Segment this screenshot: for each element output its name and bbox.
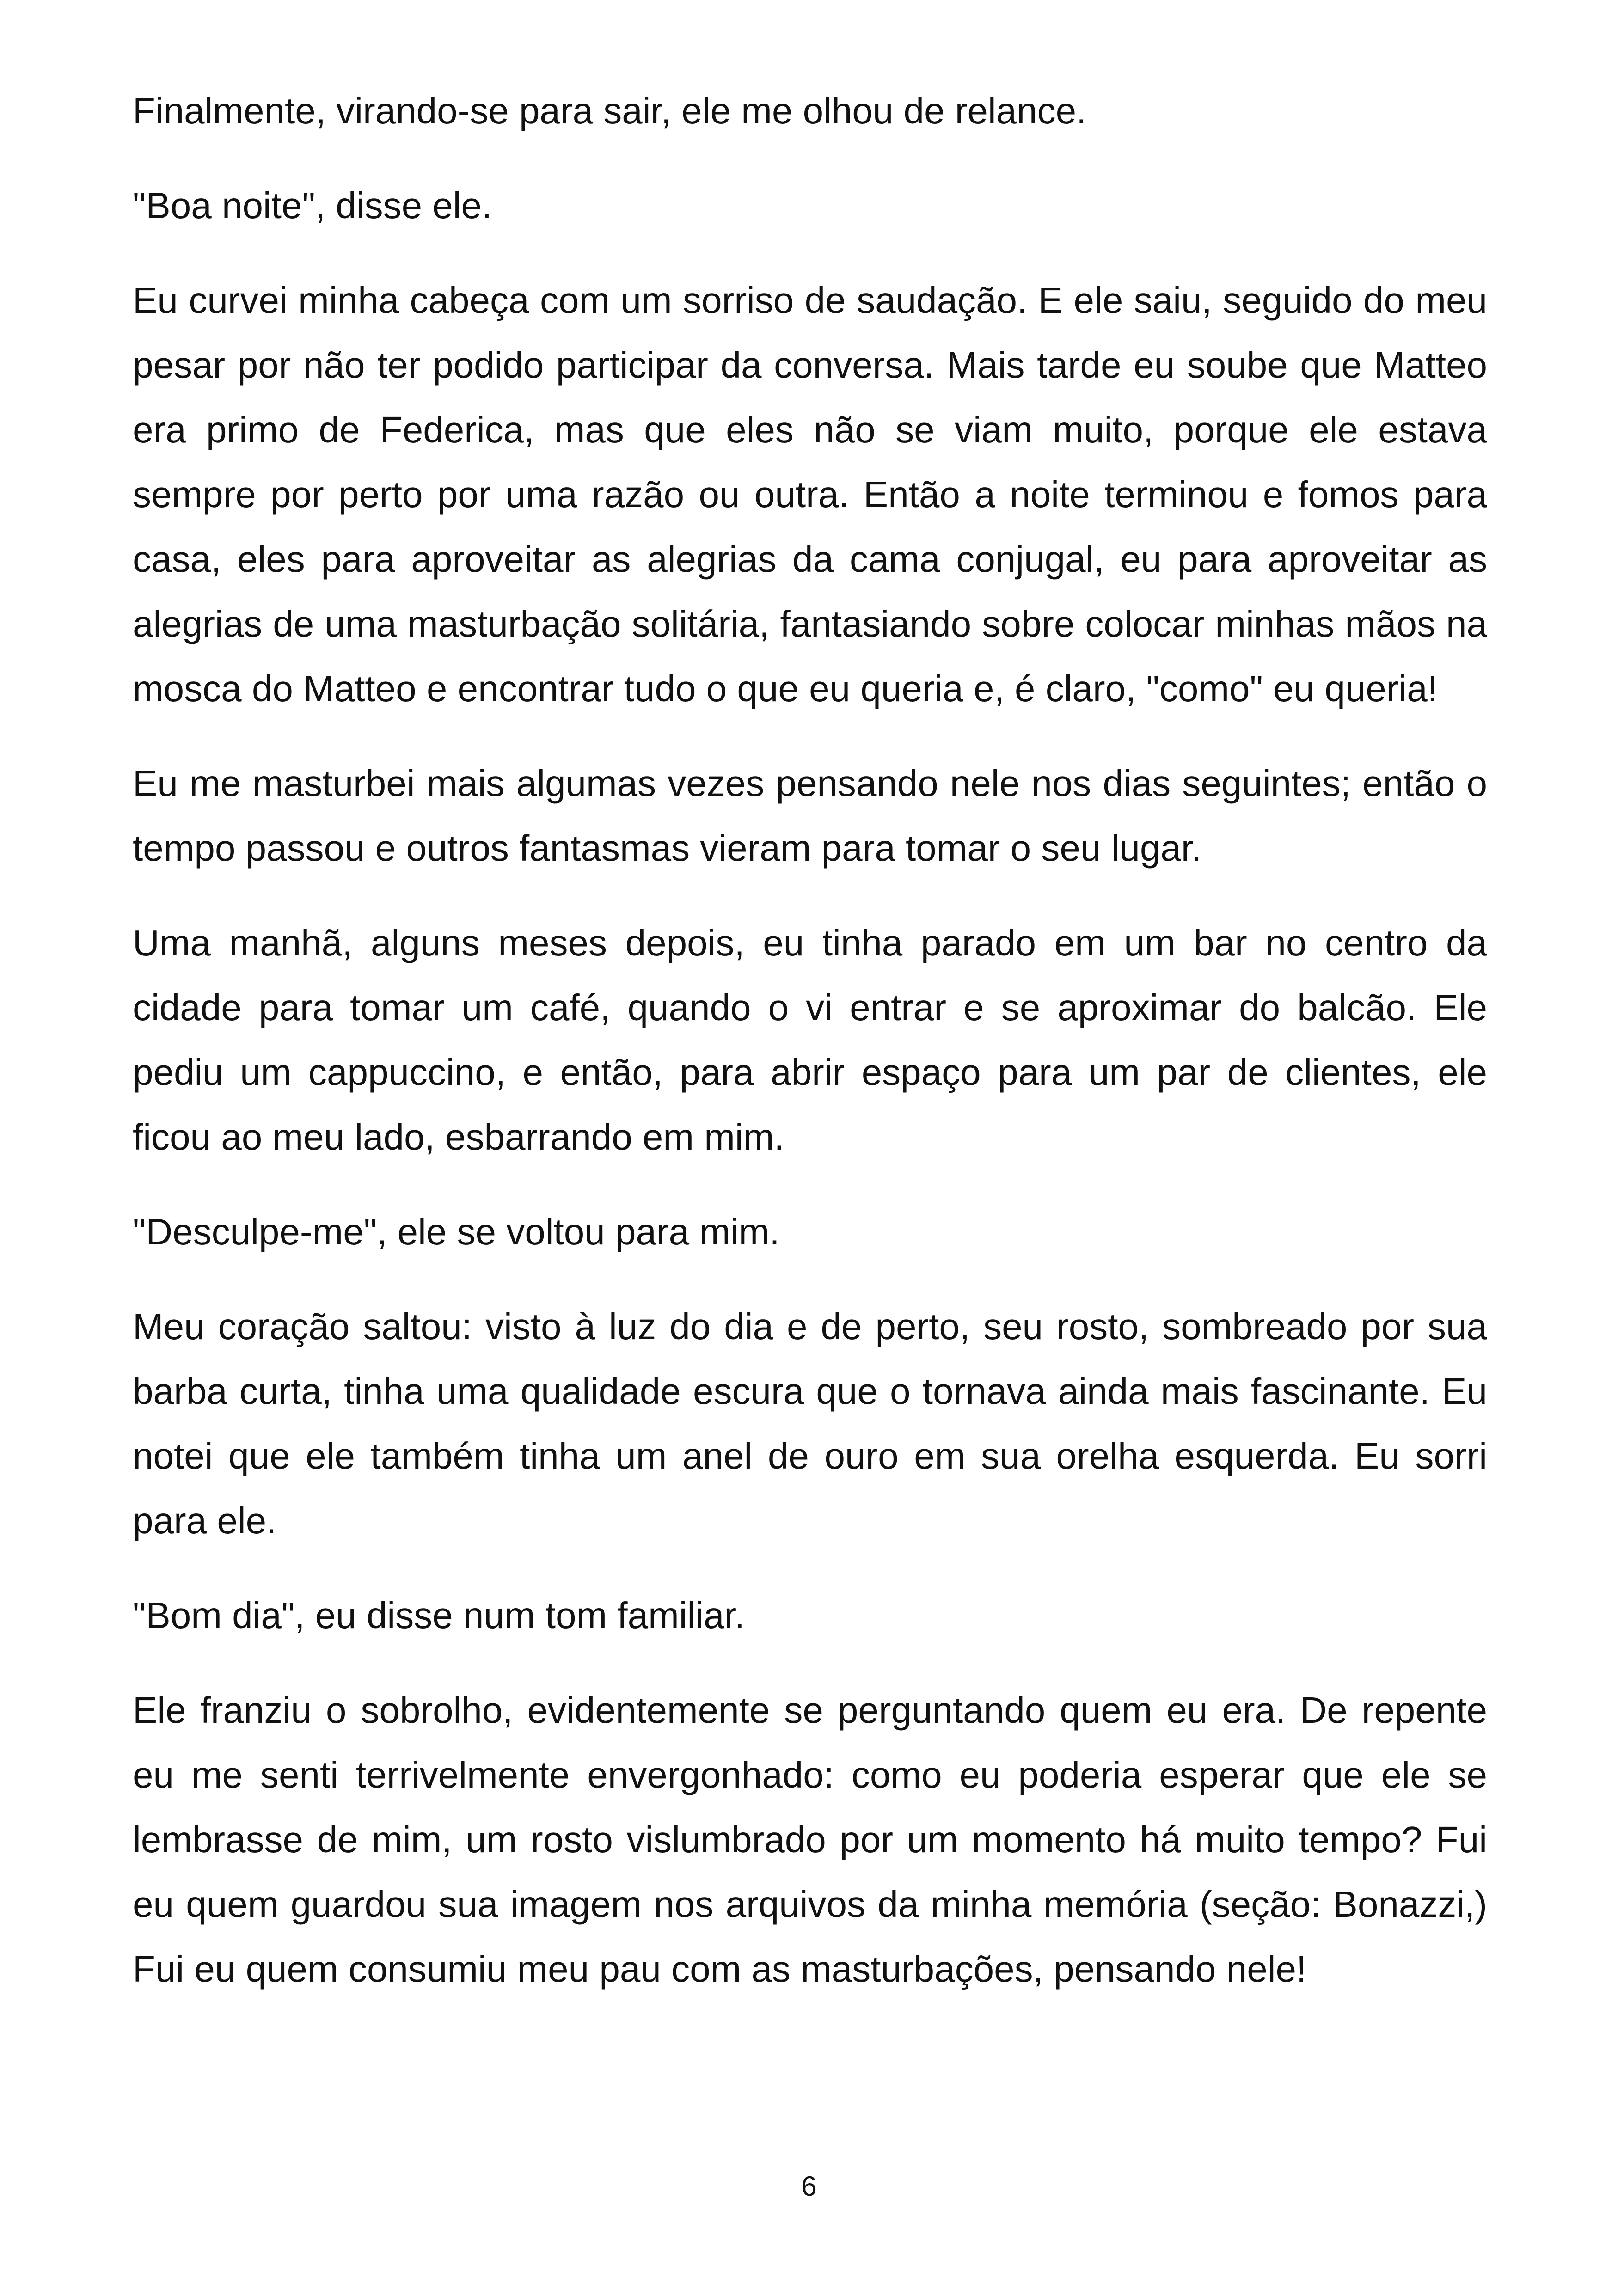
- body-text: [133, 79, 1487, 2032]
- paragraph: Meu coração saltou: visto à luz do dia e de perto, seu rosto, sombreado por sua barba curta, tinha uma qualidade escura que o tornava ainda mais fascinante. Eu notei que ele também tinha um anel de ouro em sua orelha esquerda. Eu sorri para ele.: [133, 1306, 1487, 1541]
- paragraph: "Boa noite", disse ele.: [133, 185, 492, 226]
- paragraph: "Desculpe-me", ele se voltou para mim.: [133, 1211, 780, 1252]
- page-number: 6: [801, 2171, 817, 2202]
- paragraph: Ele franziu o sobrolho, evidentemente se perguntando quem eu era. De repente eu me senti terrivelmente envergonhado: como eu poderia esperar que ele se lembrasse de mim, um rosto vislumbrado por um momento há muito tempo? Fui eu quem guardou sua imagem nos arquivos da minha memória (seção: Bonazzi,) Fui eu quem consumiu meu pau com as masturbações, pensando nele!: [133, 1690, 1487, 1990]
- paragraph: Finalmente, virando-se para sair, ele me olhou de relance.: [133, 90, 1087, 131]
- paragraph: Eu curvei minha cabeça com um sorriso de saudação. E ele saiu, seguido do meu pesar por não ter podido participar da conversa. Mais tarde eu soube que Matteo era primo de Federica, mas que eles não se viam muito, porque ele estava sempre por perto por uma razão ou outra. Então a noite terminou e fomos para casa, eles para aproveitar as alegrias da cama conjugal, eu para aproveitar as alegrias de uma masturbação solitária, fantasiando sobre colocar minhas mãos na mosca do Matteo e encontrar tudo o que eu queria e, é claro, "como" eu queria!: [133, 280, 1487, 709]
- paragraph: Uma manhã, alguns meses depois, eu tinha parado em um bar no centro da cidade para tomar um café, quando o vi entrar e se aproximar do balcão. Ele pediu um cappuccino, e então, para abrir espaço para um par de clientes, ele ficou ao meu lado, esbarrando em mim.: [133, 922, 1487, 1157]
- paragraph: Eu me masturbei mais algumas vezes pensando nele nos dias seguintes; então o tempo passou e outros fantasmas vieram para tomar o seu lugar.: [133, 763, 1487, 869]
- paragraph: "Bom dia", eu disse num tom familiar.: [133, 1595, 745, 1636]
